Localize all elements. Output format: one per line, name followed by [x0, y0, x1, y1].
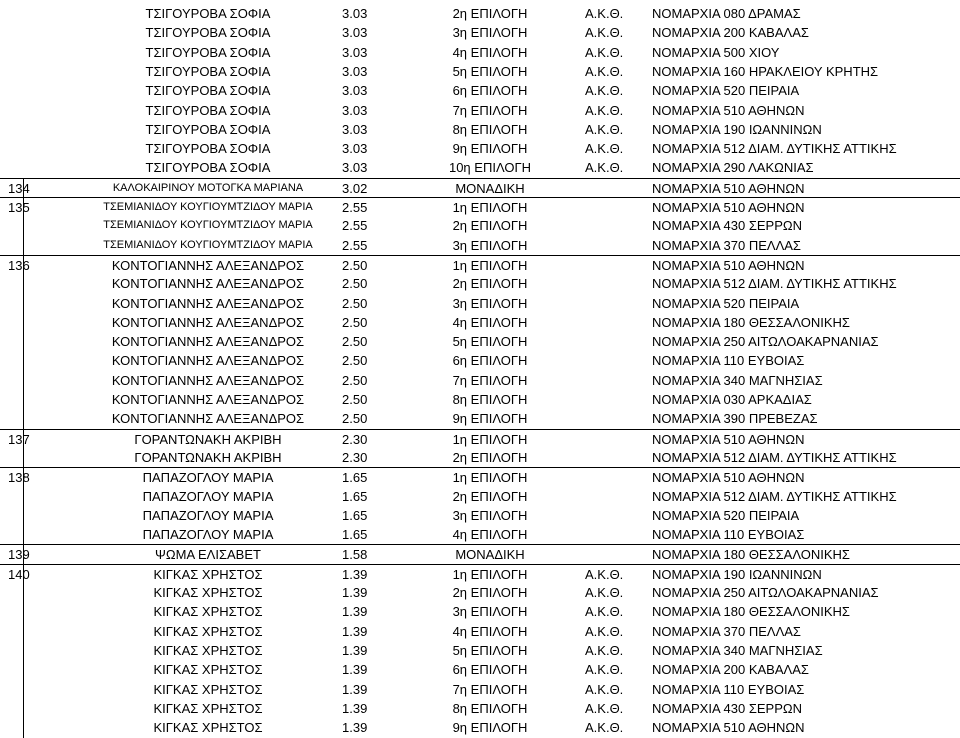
prefecture-label: ΝΟΜΑΡΧΙΑ 500 ΧΙΟΥ — [652, 44, 780, 60]
choice-label: 4η ΕΠΙΛΟΓΗ — [452, 44, 528, 60]
row-divider — [23, 390, 24, 410]
candidate-name: ΤΣΕΜΙΑΝΙΔΟΥ ΚΟΥΓΙΟΥΜΤΖΙΔΟΥ ΜΑΡΙΑ — [103, 201, 313, 213]
row-divider — [23, 351, 24, 371]
choice-label: 3η ΕΠΙΛΟΓΗ — [452, 604, 528, 620]
row-divider — [23, 313, 24, 333]
candidate-name: ΚΟΝΤΟΓΙΑΝΝΗΣ ΑΛΕΞΑΝΔΡΟΣ — [111, 411, 305, 427]
prefecture-label: ΝΟΜΑΡΧΙΑ 030 ΑΡΚΑΔΙΑΣ — [652, 392, 812, 407]
table-row — [0, 23, 960, 43]
candidate-name: ΚΟΝΤΟΓΙΑΝΝΗΣ ΑΛΕΞΑΝΔΡΟΣ — [111, 314, 305, 330]
choice-label: 1η ΕΠΙΛΟΓΗ — [452, 431, 528, 447]
candidate-name: ΤΣΙΓΟΥΡΟΒΑ ΣΟΦΙΑ — [145, 63, 271, 79]
table-row — [0, 216, 960, 236]
score-value: 2.55 — [342, 237, 368, 253]
table-row — [0, 313, 960, 333]
choice-label: 3η ΕΠΙΛΟΓΗ — [452, 237, 528, 253]
prefecture-label: ΝΟΜΑΡΧΙΑ 290 ΛΑΚΩΝΙΑΣ — [652, 160, 814, 176]
candidate-name: ΤΣΙΓΟΥΡΟΒΑ ΣΟΦΙΑ — [145, 102, 271, 118]
prefecture-label: ΝΟΜΑΡΧΙΑ 190 ΙΩΑΝΝΙΝΩΝ — [652, 121, 822, 137]
prefecture-label: ΝΟΜΑΡΧΙΑ 512 ΔΙΑΜ. ΔΥΤΙΚΗΣ ΑΤΤΙΚΗΣ — [652, 276, 897, 292]
ak-label: Α.Κ.Θ. — [585, 6, 624, 21]
prefecture-label: ΝΟΜΑΡΧΙΑ 512 ΔΙΑΜ. ΔΥΤΙΚΗΣ ΑΤΤΙΚΗΣ — [652, 449, 897, 465]
score-value: 1.39 — [342, 720, 368, 736]
candidate-name: ΚΙΓΚΑΣ ΧΡΗΣΤΟΣ — [153, 604, 263, 620]
score-value: 2.50 — [342, 392, 368, 407]
choice-label: 3η ΕΠΙΛΟΓΗ — [452, 25, 528, 41]
prefecture-label: ΝΟΜΑΡΧΙΑ 512 ΔΙΑΜ. ΔΥΤΙΚΗΣ ΑΤΤΙΚΗΣ — [652, 488, 897, 504]
ak-label: Α.Κ.Θ. — [585, 141, 624, 157]
choice-label: 9η ΕΠΙΛΟΓΗ — [452, 141, 528, 157]
prefecture-label: ΝΟΜΑΡΧΙΑ 510 ΑΘΗΝΩΝ — [652, 431, 805, 447]
row-number: 136 — [8, 257, 30, 273]
candidate-name: ΚΙΓΚΑΣ ΧΡΗΣΤΟΣ — [153, 566, 263, 582]
candidate-name: ΤΣΕΜΙΑΝΙΔΟΥ ΚΟΥΓΙΟΥΜΤΖΙΔΟΥ ΜΑΡΙΑ — [103, 219, 313, 232]
table-row — [0, 139, 960, 159]
choice-label: 4η ΕΠΙΛΟΓΗ — [452, 623, 528, 639]
table-row — [0, 602, 960, 622]
table-row — [0, 525, 960, 545]
choice-label: 2η ΕΠΙΛΟΓΗ — [452, 6, 528, 21]
candidate-name: ΓΟΡΑΝΤΩΝΑΚΗ ΑΚΡΙΒΗ — [134, 431, 282, 447]
ak-label: Α.Κ.Θ. — [585, 604, 624, 620]
prefecture-label: ΝΟΜΑΡΧΙΑ 180 ΘΕΣΣΑΛΟΝΙΚΗΣ — [652, 604, 850, 620]
prefecture-label: ΝΟΜΑΡΧΙΑ 510 ΑΘΗΝΩΝ — [652, 200, 805, 215]
candidate-name: ΚΟΝΤΟΓΙΑΝΝΗΣ ΑΛΕΞΑΝΔΡΟΣ — [111, 334, 305, 350]
choice-label: 4η ΕΠΙΛΟΓΗ — [452, 314, 528, 330]
table-row — [0, 564, 960, 585]
prefecture-label: ΝΟΜΑΡΧΙΑ 110 ΕΥΒΟΙΑΣ — [652, 527, 805, 543]
candidate-name: ΚΙΓΚΑΣ ΧΡΗΣΤΟΣ — [153, 623, 263, 639]
choice-label: 1η ΕΠΙΛΟΓΗ — [452, 200, 528, 215]
candidate-name: ΤΣΙΓΟΥΡΟΒΑ ΣΟΦΙΑ — [145, 25, 271, 41]
table-row — [0, 294, 960, 314]
choice-label: 6η ΕΠΙΛΟΓΗ — [452, 83, 528, 99]
table-row — [0, 641, 960, 661]
candidate-name: ΤΣΙΓΟΥΡΟΒΑ ΣΟΦΙΑ — [145, 44, 271, 60]
score-value: 2.50 — [342, 295, 368, 311]
candidate-name: ΤΣΙΓΟΥΡΟΒΑ ΣΟΦΙΑ — [145, 83, 271, 99]
row-divider — [23, 525, 24, 545]
candidate-name: ΠΑΠΑΖΟΓΛΟΥ ΜΑΡΙΑ — [142, 488, 274, 504]
candidate-name: ΚΟΝΤΟΓΙΑΝΝΗΣ ΑΛΕΞΑΝΔΡΟΣ — [111, 257, 305, 273]
candidate-name: ΠΑΠΑΖΟΓΛΟΥ ΜΑΡΙΑ — [142, 527, 274, 543]
table-row — [0, 120, 960, 140]
row-divider — [23, 294, 24, 314]
candidate-name: ΚΙΓΚΑΣ ΧΡΗΣΤΟΣ — [153, 642, 263, 658]
table-row — [0, 680, 960, 700]
row-divider — [23, 448, 24, 468]
prefecture-label: ΝΟΜΑΡΧΙΑ 510 ΑΘΗΝΩΝ — [652, 720, 805, 736]
choice-label: 3η ΕΠΙΛΟΓΗ — [452, 507, 528, 523]
choice-label: 6η ΕΠΙΛΟΓΗ — [452, 353, 528, 369]
choice-label: 2η ΕΠΙΛΟΓΗ — [452, 218, 528, 234]
score-value: 2.30 — [342, 431, 368, 447]
ak-label: Α.Κ.Θ. — [585, 102, 624, 118]
table-row — [0, 62, 960, 82]
prefecture-label: ΝΟΜΑΡΧΙΑ 510 ΑΘΗΝΩΝ — [652, 470, 805, 486]
ak-label: Α.Κ.Θ. — [585, 700, 624, 716]
row-divider — [23, 641, 24, 661]
candidate-name: ΨΩΜΑ ΕΛΙΣΑΒΕΤ — [155, 547, 261, 563]
candidate-name: ΤΣΙΓΟΥΡΟΒΑ ΣΟΦΙΑ — [145, 141, 271, 157]
candidate-name: ΤΣΙΓΟΥΡΟΒΑ ΣΟΦΙΑ — [145, 160, 271, 176]
candidate-name: ΚΙΓΚΑΣ ΧΡΗΣΤΟΣ — [153, 585, 263, 600]
row-number: 138 — [8, 470, 30, 486]
score-value: 1.39 — [342, 566, 368, 582]
score-value: 3.03 — [342, 44, 368, 60]
candidate-name: ΤΣΙΓΟΥΡΟΒΑ ΣΟΦΙΑ — [145, 6, 271, 21]
table-row — [0, 43, 960, 63]
table-row — [0, 448, 960, 468]
prefecture-label: ΝΟΜΑΡΧΙΑ 370 ΠΕΛΛΑΣ — [652, 237, 801, 253]
table-row — [0, 274, 960, 294]
score-value: 1.39 — [342, 623, 368, 639]
choice-label: 7η ΕΠΙΛΟΓΗ — [452, 681, 528, 697]
ak-label: Α.Κ.Θ. — [585, 662, 624, 678]
score-value: 3.03 — [342, 102, 368, 118]
prefecture-label: ΝΟΜΑΡΧΙΑ 250 ΑΙΤΩΛΟΑΚΑΡΝΑΝΙΑΣ — [652, 334, 879, 350]
prefecture-label: ΝΟΜΑΡΧΙΑ 520 ΠΕΙΡΑΙΑ — [652, 507, 800, 523]
table-row — [0, 390, 960, 410]
prefecture-label: ΝΟΜΑΡΧΙΑ 520 ΠΕΙΡΑΙΑ — [652, 295, 800, 311]
table-row — [0, 699, 960, 719]
choice-label: 7η ΕΠΙΛΟΓΗ — [452, 372, 528, 388]
prefecture-label: ΝΟΜΑΡΧΙΑ 510 ΑΘΗΝΩΝ — [652, 102, 805, 118]
row-divider — [23, 216, 24, 236]
candidate-name: ΠΑΠΑΖΟΓΛΟΥ ΜΑΡΙΑ — [142, 470, 274, 486]
prefecture-label: ΝΟΜΑΡΧΙΑ 180 ΘΕΣΣΑΛΟΝΙΚΗΣ — [652, 314, 850, 330]
table-row — [0, 178, 960, 199]
choice-label: 5η ΕΠΙΛΟΓΗ — [452, 642, 528, 658]
score-value: 3.03 — [342, 6, 368, 21]
prefecture-label: ΝΟΜΑΡΧΙΑ 430 ΣΕΡΡΩΝ — [652, 700, 802, 716]
row-number: 134 — [8, 180, 30, 196]
score-value: 3.03 — [342, 83, 368, 99]
row-number: 137 — [8, 431, 30, 447]
ak-label: Α.Κ.Θ. — [585, 585, 624, 600]
prefecture-label: ΝΟΜΑΡΧΙΑ 340 ΜΑΓΝΗΣΙΑΣ — [652, 642, 823, 658]
row-divider — [23, 487, 24, 507]
candidate-name: ΚΟΝΤΟΓΙΑΝΝΗΣ ΑΛΕΞΑΝΔΡΟΣ — [111, 276, 305, 292]
ak-label: Α.Κ.Θ. — [585, 44, 624, 60]
score-value: 3.03 — [342, 121, 368, 137]
choice-label: 7η ΕΠΙΛΟΓΗ — [452, 102, 528, 118]
choice-label: 2η ΕΠΙΛΟΓΗ — [452, 276, 528, 292]
choice-label: 1η ΕΠΙΛΟΓΗ — [452, 566, 528, 582]
score-value: 3.03 — [342, 160, 368, 176]
prefecture-label: ΝΟΜΑΡΧΙΑ 390 ΠΡΕΒΕΖΑΣ — [652, 411, 818, 427]
table-row — [0, 101, 960, 121]
table-row — [0, 487, 960, 507]
table-row — [0, 544, 960, 565]
choice-label: 6η ΕΠΙΛΟΓΗ — [452, 662, 528, 678]
candidate-name: ΚΙΓΚΑΣ ΧΡΗΣΤΟΣ — [153, 662, 263, 678]
score-value: 2.50 — [342, 334, 368, 350]
candidate-name: ΚΑΛΟΚΑΙΡΙΝΟΥ ΜΟΤΟΓΚΑ ΜΑΡΙΑΝΑ — [112, 181, 304, 194]
prefecture-label: ΝΟΜΑΡΧΙΑ 180 ΘΕΣΣΑΛΟΝΙΚΗΣ — [652, 547, 850, 563]
prefecture-label: ΝΟΜΑΡΧΙΑ 110 ΕΥΒΟΙΑΣ — [652, 353, 805, 369]
score-value: 2.50 — [342, 276, 368, 292]
table-row — [0, 236, 960, 256]
choice-label: 1η ΕΠΙΛΟΓΗ — [452, 470, 528, 486]
row-number: 139 — [8, 547, 30, 563]
prefecture-label: ΝΟΜΑΡΧΙΑ 200 ΚΑΒΑΛΑΣ — [652, 25, 809, 41]
prefecture-label: ΝΟΜΑΡΧΙΑ 110 ΕΥΒΟΙΑΣ — [652, 681, 805, 697]
table-row — [0, 583, 960, 603]
table-row — [0, 660, 960, 680]
candidate-name: ΚΙΓΚΑΣ ΧΡΗΣΤΟΣ — [153, 681, 263, 697]
table-row — [0, 197, 960, 218]
table-row — [0, 158, 960, 178]
table-row — [0, 255, 960, 276]
row-divider — [23, 409, 24, 429]
row-divider — [23, 506, 24, 526]
choice-label: 4η ΕΠΙΛΟΓΗ — [452, 527, 528, 543]
row-divider — [23, 699, 24, 719]
ak-label: Α.Κ.Θ. — [585, 681, 624, 697]
ak-label: Α.Κ.Θ. — [585, 63, 624, 79]
choice-label: 3η ΕΠΙΛΟΓΗ — [452, 295, 528, 311]
score-value: 1.58 — [342, 547, 368, 563]
prefecture-label: ΝΟΜΑΡΧΙΑ 250 ΑΙΤΩΛΟΑΚΑΡΝΑΝΙΑΣ — [652, 585, 879, 600]
score-value: 1.39 — [342, 585, 368, 600]
score-value: 3.02 — [342, 180, 368, 196]
score-value: 2.50 — [342, 314, 368, 330]
choice-label: 5η ΕΠΙΛΟΓΗ — [452, 63, 528, 79]
prefecture-label: ΝΟΜΑΡΧΙΑ 200 ΚΑΒΑΛΑΣ — [652, 662, 809, 678]
row-divider — [23, 583, 24, 603]
row-divider — [23, 718, 24, 738]
candidate-name: ΚΟΝΤΟΓΙΑΝΝΗΣ ΑΛΕΞΑΝΔΡΟΣ — [111, 295, 305, 311]
ak-label: Α.Κ.Θ. — [585, 121, 624, 137]
candidate-name: ΚΙΓΚΑΣ ΧΡΗΣΤΟΣ — [153, 700, 263, 716]
row-divider — [23, 274, 24, 294]
score-value: 1.65 — [342, 470, 368, 486]
ak-label: Α.Κ.Θ. — [585, 623, 624, 639]
prefecture-label: ΝΟΜΑΡΧΙΑ 510 ΑΘΗΝΩΝ — [652, 257, 805, 273]
score-value: 2.30 — [342, 449, 368, 465]
choice-label: 9η ΕΠΙΛΟΓΗ — [452, 411, 528, 427]
score-value: 1.39 — [342, 642, 368, 658]
choice-label: 2η ΕΠΙΛΟΓΗ — [452, 488, 528, 504]
table-row — [0, 81, 960, 101]
score-value: 2.50 — [342, 257, 368, 273]
candidate-name: ΤΣΙΓΟΥΡΟΒΑ ΣΟΦΙΑ — [145, 121, 271, 137]
ak-label: Α.Κ.Θ. — [585, 720, 624, 736]
table-row — [0, 351, 960, 371]
score-value: 1.39 — [342, 662, 368, 678]
row-number: 140 — [8, 566, 30, 582]
score-value: 3.03 — [342, 63, 368, 79]
score-value: 1.65 — [342, 527, 368, 543]
row-divider — [23, 371, 24, 391]
candidate-name: ΚΙΓΚΑΣ ΧΡΗΣΤΟΣ — [153, 720, 263, 736]
table-row — [0, 429, 960, 450]
choice-label: 2η ΕΠΙΛΟΓΗ — [452, 449, 528, 465]
score-value: 1.39 — [342, 700, 368, 716]
choice-label: 5η ΕΠΙΛΟΓΗ — [452, 334, 528, 350]
table-row — [0, 4, 960, 24]
score-value: 1.65 — [342, 488, 368, 504]
candidate-name: ΠΑΠΑΖΟΓΛΟΥ ΜΑΡΙΑ — [142, 507, 274, 523]
ak-label: Α.Κ.Θ. — [585, 566, 624, 582]
choice-label: 2η ΕΠΙΛΟΓΗ — [452, 585, 528, 600]
prefecture-label: ΝΟΜΑΡΧΙΑ 340 ΜΑΓΝΗΣΙΑΣ — [652, 372, 823, 388]
prefecture-label: ΝΟΜΑΡΧΙΑ 512 ΔΙΑΜ. ΔΥΤΙΚΗΣ ΑΤΤΙΚΗΣ — [652, 141, 897, 157]
prefecture-label: ΝΟΜΑΡΧΙΑ 430 ΣΕΡΡΩΝ — [652, 218, 802, 234]
ak-label: Α.Κ.Θ. — [585, 160, 624, 176]
ak-label: Α.Κ.Θ. — [585, 25, 624, 41]
row-divider — [23, 680, 24, 700]
candidate-name: ΓΟΡΑΝΤΩΝΑΚΗ ΑΚΡΙΒΗ — [134, 449, 282, 465]
score-value: 3.03 — [342, 25, 368, 41]
table-row — [0, 332, 960, 352]
prefecture-label: ΝΟΜΑΡΧΙΑ 520 ΠΕΙΡΑΙΑ — [652, 83, 800, 99]
candidate-name: ΚΟΝΤΟΓΙΑΝΝΗΣ ΑΛΕΞΑΝΔΡΟΣ — [111, 392, 305, 407]
score-value: 1.65 — [342, 507, 368, 523]
choice-label: ΜΟΝΑΔΙΚΗ — [455, 180, 525, 196]
row-divider — [23, 236, 24, 256]
row-divider — [23, 602, 24, 622]
row-divider — [23, 622, 24, 642]
candidate-name: ΚΟΝΤΟΓΙΑΝΝΗΣ ΑΛΕΞΑΝΔΡΟΣ — [111, 372, 305, 388]
score-value: 2.50 — [342, 372, 368, 388]
prefecture-label: ΝΟΜΑΡΧΙΑ 370 ΠΕΛΛΑΣ — [652, 623, 801, 639]
table-row — [0, 506, 960, 526]
prefecture-label: ΝΟΜΑΡΧΙΑ 510 ΑΘΗΝΩΝ — [652, 180, 805, 196]
candidate-name: ΚΟΝΤΟΓΙΑΝΝΗΣ ΑΛΕΞΑΝΔΡΟΣ — [111, 353, 305, 369]
score-value: 2.50 — [342, 411, 368, 427]
choice-label: 8η ΕΠΙΛΟΓΗ — [452, 700, 528, 716]
score-value: 2.55 — [342, 218, 368, 234]
table-row — [0, 622, 960, 642]
choice-label: 8η ΕΠΙΛΟΓΗ — [452, 121, 528, 137]
row-divider — [23, 660, 24, 680]
prefecture-label: ΝΟΜΑΡΧΙΑ 080 ΔΡΑΜΑΣ — [652, 6, 801, 21]
ak-label: Α.Κ.Θ. — [585, 83, 624, 99]
table-row — [0, 409, 960, 429]
row-divider — [23, 332, 24, 352]
score-value: 3.03 — [342, 141, 368, 157]
ak-label: Α.Κ.Θ. — [585, 642, 624, 658]
choice-label: 10η ΕΠΙΛΟΓΗ — [448, 160, 532, 176]
choice-label: ΜΟΝΑΔΙΚΗ — [455, 547, 525, 563]
prefecture-label: ΝΟΜΑΡΧΙΑ 190 ΙΩΑΝΝΙΝΩΝ — [652, 566, 822, 582]
choice-label: 8η ΕΠΙΛΟΓΗ — [452, 392, 528, 407]
table-row — [0, 718, 960, 738]
row-number: 135 — [8, 200, 30, 215]
choice-label: 9η ΕΠΙΛΟΓΗ — [452, 720, 528, 736]
score-value: 2.55 — [342, 200, 368, 215]
score-value: 2.50 — [342, 353, 368, 369]
choice-label: 1η ΕΠΙΛΟΓΗ — [452, 257, 528, 273]
prefecture-label: ΝΟΜΑΡΧΙΑ 160 ΗΡΑΚΛΕΙΟΥ ΚΡΗΤΗΣ — [652, 63, 879, 79]
table-row — [0, 371, 960, 391]
table-row — [0, 467, 960, 488]
score-value: 1.39 — [342, 681, 368, 697]
score-value: 1.39 — [342, 604, 368, 620]
candidate-name: ΤΣΕΜΙΑΝΙΔΟΥ ΚΟΥΓΙΟΥΜΤΖΙΔΟΥ ΜΑΡΙΑ — [103, 238, 313, 251]
